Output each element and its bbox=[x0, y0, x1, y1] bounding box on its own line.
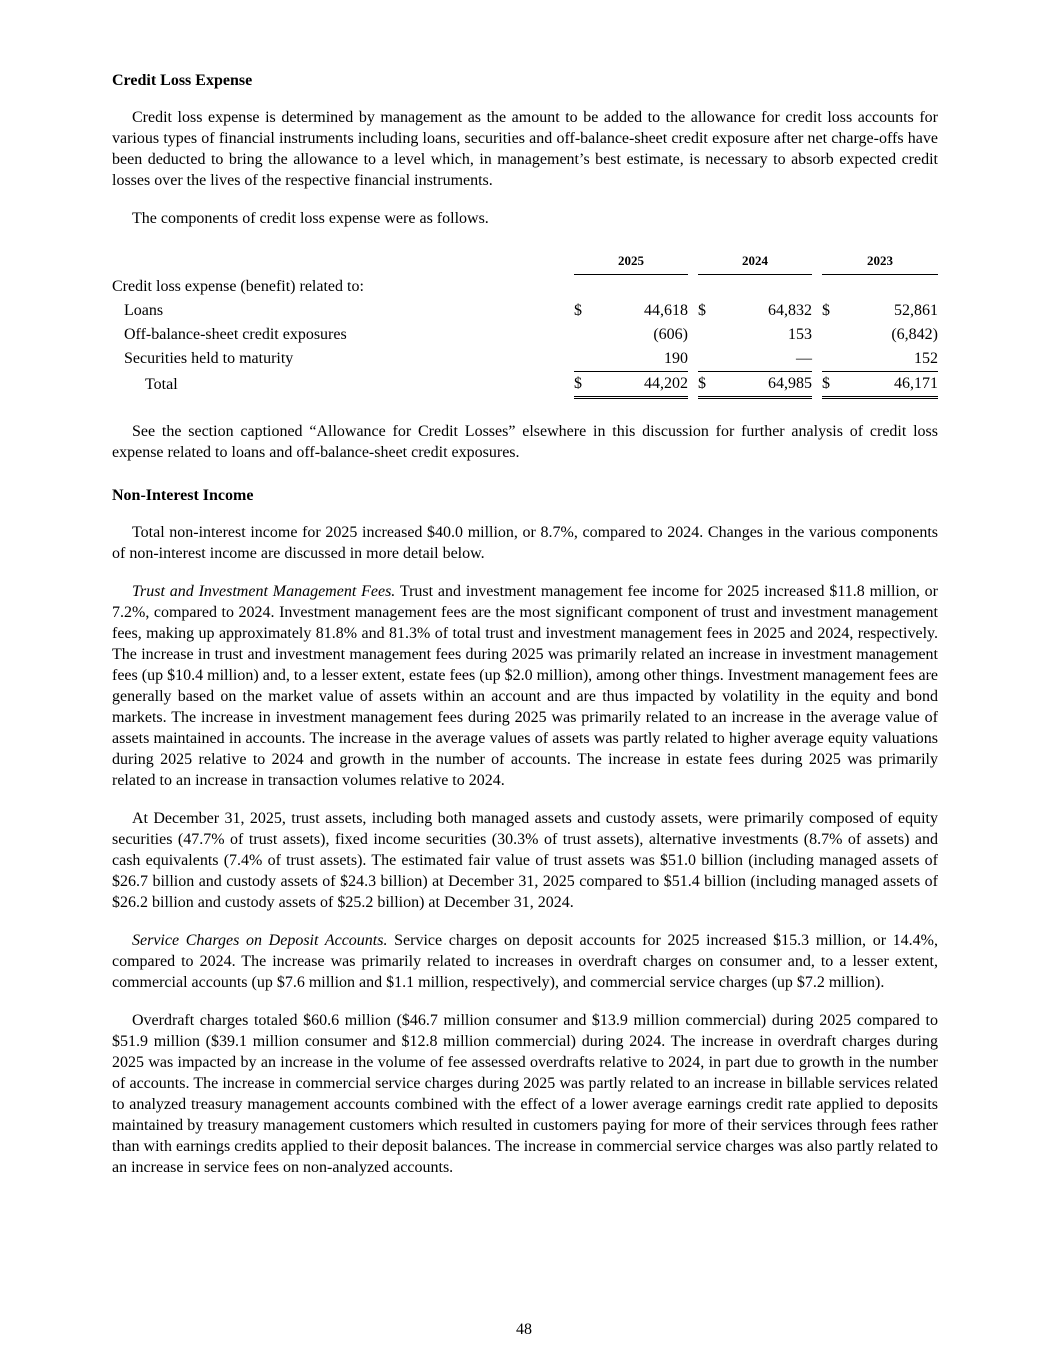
page-number: 48 bbox=[516, 1321, 532, 1338]
year-header-2023: 2023 bbox=[822, 249, 938, 275]
value-cell: 152 bbox=[914, 349, 938, 367]
paragraph-lead-trust-fees: Trust and Investment Management Fees. bbox=[132, 582, 396, 600]
dollar-sign-cell bbox=[822, 323, 840, 347]
column-gap bbox=[688, 275, 698, 299]
column-gap bbox=[688, 323, 698, 347]
paragraph-see-section: See the section captioned “Allowance for Credit Losses” elsewhere in this discussion for further analysis of credit loss expense related to loans and off-balance-sheet credit exposures. bbox=[112, 422, 938, 461]
table-row bbox=[112, 299, 938, 323]
row-label: Off-balance-sheet credit exposures bbox=[124, 325, 347, 343]
dollar-sign-cell bbox=[698, 323, 716, 347]
value-cell: 44,202 bbox=[592, 371, 688, 397]
table-header-row bbox=[112, 249, 938, 275]
dollar-sign-cell: $ bbox=[822, 371, 840, 397]
year-header-2024: 2024 bbox=[698, 249, 812, 275]
dollar-sign-cell bbox=[698, 275, 716, 299]
table-row bbox=[112, 275, 938, 299]
table-header-spacer bbox=[112, 249, 574, 275]
paragraph-overdraft: Overdraft charges totaled $60.6 million ($46.7 million consumer and $13.9 million commercial) during 2025 compared to $51.9 million ($39.1 million consumer and $12.8 million commercial) during 2024. The increase in overdraft charges during 2025 was impacted by an increase in the volume of fee assessed overdrafts relative to 2024, in part due to growth in the number of accounts. The increase in commercial service charges during 2025 was partly related to an increase in billable services related to analyzed treasury management accounts combined with the effect of a lower average earnings credit rate applied to deposits maintained by treasury management customers which resulted in customers paying for more of their services through fees rather than with earnings credits applied to their deposit balances. The increase in commercial service charges was also partly related to an increase in service fees on non-analyzed accounts. bbox=[112, 1011, 938, 1176]
column-gap bbox=[688, 347, 698, 372]
paragraph-body-trust-fees: Trust and investment management fee income for 2025 increased $11.8 million, or 7.2%, compared to 2024. Investment management fees are the most significant component of trust and investment management fees, making up approximately 81.8% and 81.3% of total trust and investment management fees in 2025 and 2024, respectively. The increase in trust and investment management fees during 2025 was primarily related an increase in investment management fees (up $10.4 million) and, to a lesser extent, estate fees (up $2.0 million), among other things. Investment management fees are generally based on the market value of assets within an account and are thus impacted by volatility in the equity and bond markets. The increase in investment management fees during 2025 was primarily related to an increase in the average value of assets maintained in accounts. The increase in the average values of assets was partly related to higher average equity valuations during 2025 relative to 2024 and growth in the number of accounts. The increase in estate fees during 2025 was primarily related to an increase in transaction volumes relative to 2024. bbox=[112, 582, 939, 789]
paragraph-table-intro: The components of credit loss expense were as follows. bbox=[132, 210, 489, 227]
paragraph-credit-loss-intro: Credit loss expense is determined by management as the amount to be added to the allowance for credit loss accounts for various types of financial instruments including loans, securities and off-balance-sheet credit exposure after net charge-offs have been deducted to bring the allowance to a level which, in management’s best estimate, is necessary to absorb expected credit losses over the lives of the respective financial instruments. bbox=[112, 109, 938, 189]
dollar-sign-cell bbox=[574, 323, 592, 347]
credit-loss-expense-table bbox=[112, 249, 938, 399]
dollar-sign-cell bbox=[822, 275, 840, 299]
value-cell bbox=[592, 275, 688, 299]
row-label: Total bbox=[145, 376, 178, 393]
value-cell: 190 bbox=[664, 349, 688, 367]
dollar-sign-cell: $ bbox=[574, 301, 582, 319]
value-cell: 46,171 bbox=[840, 371, 938, 397]
row-label: Credit loss expense (benefit) related to: bbox=[112, 277, 364, 295]
paragraph-trust-assets: At December 31, 2025, trust assets, including both managed assets and custody assets, were primarily composed of equity securities (47.7% of trust assets), fixed income securities (30.3% of trust assets), alternative investments (8.7% of assets) and cash equivalents (7.4% of trust assets). The estimated fair value of trust assets was $51.0 billion (including managed assets of $26.7 billion and custody assets of $24.3 billion) at December 31, 2025 compared to $51.4 billion (including managed assets of $26.2 billion and custody assets of $25.2 billion) at December 31, 2024. bbox=[112, 809, 938, 911]
column-gap bbox=[688, 249, 698, 275]
column-gap bbox=[812, 299, 822, 323]
year-header-2025: 2025 bbox=[574, 249, 688, 275]
value-cell: 44,618 bbox=[644, 301, 688, 319]
paragraph-lead-service-charges: Service Charges on Deposit Accounts. bbox=[132, 931, 388, 949]
value-cell: 64,985 bbox=[716, 371, 812, 397]
value-cell: 52,861 bbox=[894, 301, 938, 319]
value-cell bbox=[840, 275, 938, 299]
value-cell: 64,832 bbox=[768, 301, 812, 319]
table-row bbox=[112, 323, 938, 347]
column-gap bbox=[688, 299, 698, 323]
column-gap bbox=[812, 323, 822, 347]
row-label: Loans bbox=[124, 301, 164, 319]
table-row bbox=[112, 347, 938, 372]
dollar-sign-cell bbox=[574, 275, 592, 299]
column-gap bbox=[812, 275, 822, 299]
value-cell: — bbox=[796, 349, 812, 367]
dollar-sign-cell: $ bbox=[698, 301, 706, 319]
section-heading-non-interest-income: Non-Interest Income bbox=[112, 486, 254, 504]
column-gap bbox=[812, 249, 822, 275]
column-gap bbox=[812, 371, 822, 397]
dollar-sign-cell: $ bbox=[822, 301, 830, 319]
dollar-sign-cell bbox=[698, 347, 716, 372]
dollar-sign-cell bbox=[574, 347, 592, 372]
paragraph-trust-fees bbox=[112, 581, 938, 791]
table-total-row bbox=[112, 371, 938, 397]
dollar-sign-cell: $ bbox=[698, 371, 716, 397]
column-gap bbox=[688, 371, 698, 397]
paragraph-body-service-charges: Service charges on deposit accounts for 2025 increased $15.3 million, or 14.4%, compared to 2024. The increase was primarily related to increases in overdraft charges on consumer and, to a lesser extent, commercial accounts (up $7.6 million and $1.1 million, respectively), and commercial service charges (up $7.2 million). bbox=[112, 931, 939, 991]
section-heading-credit-loss-expense: Credit Loss Expense bbox=[112, 72, 253, 89]
dollar-sign-cell: $ bbox=[574, 371, 592, 397]
value-cell: (606) bbox=[653, 325, 688, 343]
row-label: Securities held to maturity bbox=[124, 350, 294, 367]
value-cell: 153 bbox=[788, 325, 812, 343]
value-cell: (6,842) bbox=[891, 325, 938, 343]
paragraph-non-interest-intro: Total non-interest income for 2025 increased $40.0 million, or 8.7%, compared to 2024. Changes in the various components of non-interest income are discussed in more detail below. bbox=[112, 523, 938, 562]
column-gap bbox=[812, 347, 822, 372]
paragraph-service-charges bbox=[112, 930, 938, 993]
dollar-sign-cell bbox=[822, 347, 840, 372]
value-cell bbox=[716, 275, 812, 299]
